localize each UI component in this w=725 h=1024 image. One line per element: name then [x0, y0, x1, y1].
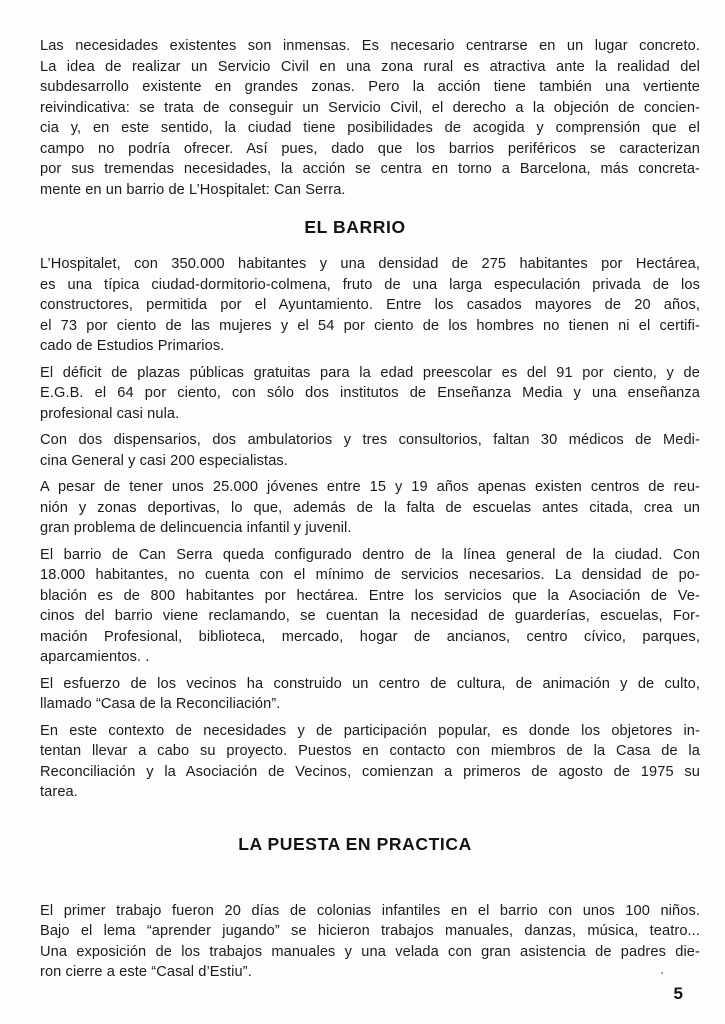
text-line: subdesarrollo existente en grandes zonas. Pero la acción tiene también una vertiente — [40, 79, 700, 95]
paragraph — [40, 36, 700, 200]
paragraph — [40, 721, 700, 803]
text-line: El barrio de Can Serra queda configurado dentro de la línea general de la ciudad. Con — [40, 546, 700, 563]
text-line: tarea. — [40, 784, 78, 800]
text-line: gran problema de delincuencia infantil y juvenil. — [40, 520, 352, 536]
text-line: llamado “Casa de la Reconciliación”. — [40, 696, 281, 712]
text-line: el 73 por ciento de las mujeres y el 54 por ciento de los hombres no tienen ni el certifi- — [40, 317, 700, 334]
paragraph — [40, 545, 700, 668]
text-line: A pesar de tener unos 25.000 jóvenes entre 15 y 19 años apenas existen centros de reu- — [40, 479, 700, 495]
text-line: Reconciliación y la Asociación de Vecinos, comienzan a primeros de agosto de 1975 su — [40, 763, 700, 780]
text-line: cia y, en este sentido, la ciudad tiene posibilidades de acogida y comprensión que el — [40, 120, 700, 136]
text-line: El primer trabajo fueron 20 días de colonias infantiles en el barrio con unos 100 niños. — [40, 902, 700, 919]
text-line: tentan llevar a cabo su proyecto. Puestos en contacto con miembros de la Casa de la — [40, 743, 700, 759]
text-line: Las necesidades existentes son inmensas. Es necesario centrarse en un lugar concreto. — [40, 38, 700, 54]
text-line: La idea de realizar un Servicio Civil en una zona rural es atractiva ante la realidad del — [40, 58, 700, 75]
section-heading: EL BARRIO — [304, 217, 406, 237]
text-line: campo no podría ofrecer. Así pues, dado que los barrios periféricos se caracterizan — [40, 140, 700, 157]
text-line: por sus tremendas necesidades, la acción se centra en torno a Barcelona, más concreta- — [40, 161, 700, 177]
paragraph — [40, 363, 700, 425]
paragraph — [40, 477, 700, 539]
text-line: El esfuerzo de los vecinos ha construido un centro de cultura, de animación y de culto, — [40, 675, 700, 692]
text-line: aparcamientos. . — [40, 649, 150, 665]
text-line: cado de Estudios Primarios. — [40, 338, 225, 354]
paragraph — [40, 430, 700, 471]
text-line: cinos del barrio viene reclamando, se cuentan la necesidad de guarderías, escuelas, For- — [40, 608, 700, 624]
paragraph — [40, 901, 700, 983]
paragraph — [40, 254, 700, 357]
text-line: mente en un barrio de L’Hospitalet: Can Serra. — [40, 181, 346, 198]
page-content — [40, 36, 700, 983]
text-line: profesional casi nula. — [40, 405, 180, 422]
text-line: Bajo el lema “aprender jugando” se hicieron trabajos manuales, danzas, música, teatro... — [40, 923, 700, 939]
text-line: Una exposición de los trabajos manuales y una velada con gran asistencia de padres die- — [40, 943, 700, 960]
text-line: constructores, permitida por el Ayuntamiento. Entre los casados mayores de 20 años, — [40, 297, 700, 313]
text-line: Con dos dispensarios, dos ambulatorios y tres consultorios, faltan 30 médicos de Medi- — [40, 432, 700, 448]
paragraph — [40, 674, 700, 715]
text-line: 18.000 habitantes, no cuenta con el mínimo de servicios necesarios. La densidad de po- — [40, 567, 700, 583]
page-number: 5 — [673, 984, 683, 1003]
text-line: reivindicativa: se trata de conseguir un Servicio Civil, el derecho a la objeción de concien- — [40, 99, 700, 116]
text-line: es una típica ciudad-dormitorio-colmena, fruto de una larga especulación privada de los — [40, 276, 700, 293]
scan-artifact-dot — [661, 972, 663, 974]
text-line: nión y zonas deportivas, lo que, además de la falta de escuelas antes citada, crea un — [40, 499, 700, 516]
text-line: ron cierre a este “Casal d’Estiu”. — [40, 964, 252, 980]
section-heading: LA PUESTA EN PRACTICA — [238, 833, 472, 854]
text-line: E.G.B. el 64 por ciento, con sólo dos institutos de Enseñanza Media y una enseñanza — [40, 385, 700, 401]
text-line: L’Hospitalet, con 350.000 habitantes y una densidad de 275 habitantes por Hectárea, — [40, 256, 700, 272]
text-line: El déficit de plazas públicas gratuitas para la edad preescolar es del 91 por ciento, y de — [40, 364, 700, 381]
text-line: mación Profesional, biblioteca, mercado, hogar de ancianos, centro cívico, parques, — [40, 628, 700, 645]
text-line: En este contexto de necesidades y de participación popular, es donde los objetores in- — [40, 722, 700, 739]
text-line: blación es de 800 habitantes por hectárea. Entre los servicios que la Asociación de Ve- — [40, 587, 700, 604]
text-line: cina General y casi 200 especialistas. — [40, 452, 288, 469]
